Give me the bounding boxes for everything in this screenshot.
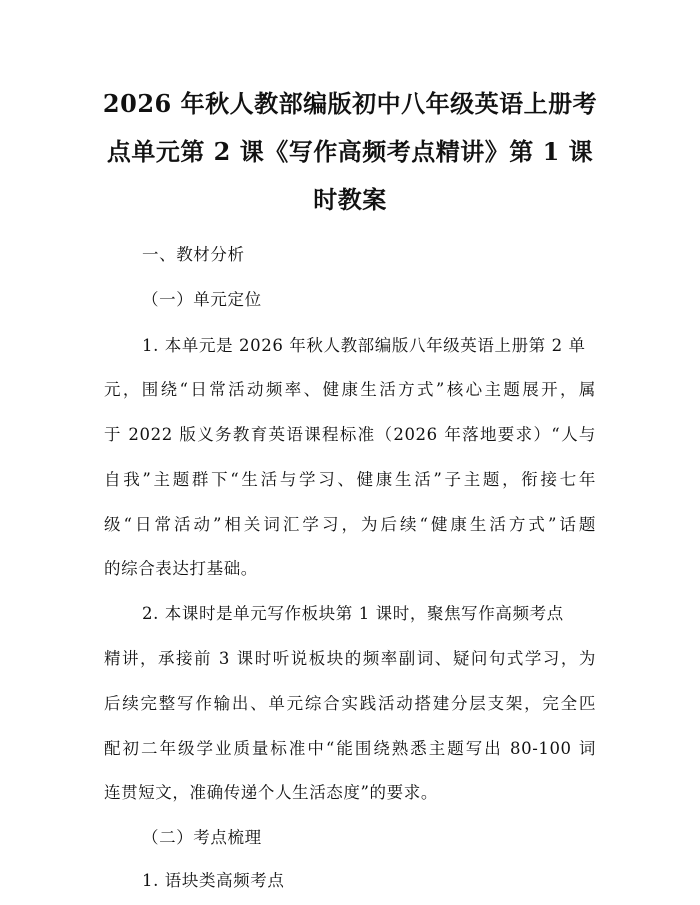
section-heading-teaching-material-analysis: 一、教材分析 bbox=[142, 245, 245, 264]
paragraph-1-line-3: 于 2022 版义务教育英语课程标准（2026 年落地要求）“人与 bbox=[104, 425, 596, 444]
document-title-line-3: 时教案 bbox=[313, 185, 387, 214]
subsection-heading-unit-positioning: （一）单元定位 bbox=[142, 290, 262, 309]
paragraph-1-line-1: 1. 本单元是 2026 年秋人教部编版八年级英语上册第 2 单 bbox=[142, 336, 586, 355]
paragraph-2-line-5: 连贯短文，准确传递个人生活态度”的要求。 bbox=[104, 783, 438, 802]
paragraph-2-line-4: 配初二年级学业质量标准中“能围绕熟悉主题写出 80-100 词 bbox=[104, 739, 596, 758]
paragraph-2-line-3: 后续完整写作输出、单元综合实践活动搭建分层支架，完全匹 bbox=[104, 694, 596, 713]
paragraph-1-line-4: 自我”主题群下“生活与学习、健康生活”子主题，衔接七年 bbox=[104, 470, 596, 489]
paragraph-1-line-2: 元，围绕“日常活动频率、健康生活方式”核心主题展开，属 bbox=[104, 380, 596, 399]
document-title-line-2: 点单元第 2 课《写作高频考点精讲》第 1 课 bbox=[106, 137, 594, 166]
subsection-heading-exam-points: （二）考点梳理 bbox=[142, 828, 262, 847]
paragraph-1-line-6: 的综合表达打基础。 bbox=[104, 559, 258, 578]
paragraph-1-line-5: 级“日常活动”相关词汇学习，为后续“健康生活方式”话题 bbox=[104, 515, 596, 534]
document-title-line-1: 2026 年秋人教部编版初中八年级英语上册考 bbox=[102, 89, 598, 118]
paragraph-2-line-2: 精讲，承接前 3 课时听说板块的频率副词、疑问句式学习，为 bbox=[104, 649, 596, 668]
list-item-chunk-exam-points: 1. 语块类高频考点 bbox=[142, 871, 285, 890]
paragraph-2-line-1: 2. 本课时是单元写作板块第 1 课时，聚焦写作高频考点 bbox=[142, 604, 564, 623]
